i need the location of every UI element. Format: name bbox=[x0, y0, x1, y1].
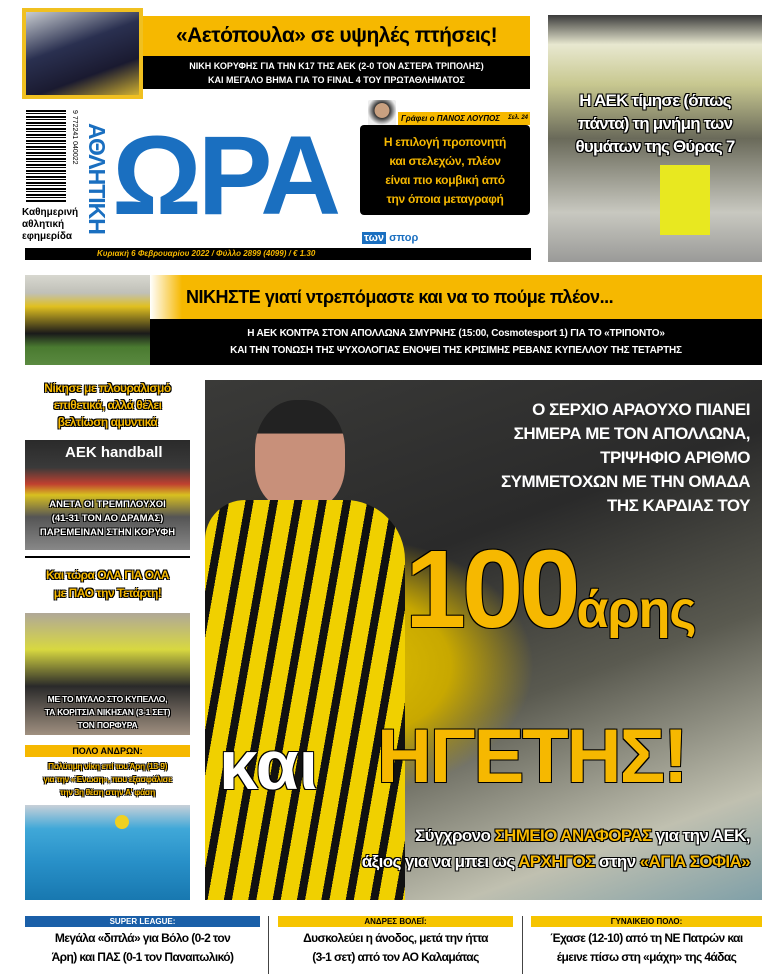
wreath-ribbon bbox=[660, 165, 710, 235]
deck-text: για την ΑΕΚ, bbox=[651, 826, 750, 845]
bottom-label: ΑΝΔΡΕΣ ΒΟΛΕΪ: bbox=[278, 916, 513, 927]
volley-photo bbox=[25, 613, 190, 735]
bottom-item-super-league bbox=[25, 916, 260, 967]
barcode-number: 9 772241 040022 bbox=[71, 110, 78, 165]
big-number: 100 bbox=[405, 528, 577, 651]
banner-sub bbox=[150, 319, 762, 365]
volley-title bbox=[25, 566, 190, 602]
column-line: Η επιλογή προπονητή bbox=[383, 135, 507, 149]
handball-photo bbox=[25, 440, 190, 550]
tagline-line: αθλητική bbox=[22, 219, 65, 230]
main-deck bbox=[362, 823, 750, 875]
main-intro bbox=[501, 398, 750, 518]
bottom-line: Έχασε (12-10) από τη ΝΕ Πατρών και bbox=[550, 931, 743, 945]
bottom-label: ΓΥΝΑΙΚΕΙΟ ΠΟΛΟ: bbox=[531, 916, 762, 927]
big-suffix: άρης bbox=[576, 581, 696, 639]
logo-suffix-1: των bbox=[364, 232, 385, 244]
banner-headline-rest: γιατί ντρεπόμαστε και να το πούμε πλέον... bbox=[260, 287, 614, 307]
column-teaser bbox=[360, 125, 530, 215]
bottom-text bbox=[531, 927, 762, 967]
barcode bbox=[26, 110, 66, 202]
deck-highlight: ΣΗΜΕΙΟ ΑΝΑΦΟΡΑΣ bbox=[494, 826, 652, 845]
logo-suffix bbox=[362, 232, 418, 244]
caption-line: (41-31 ΤΟΝ ΑΟ ΔΡΑΜΑΣ) bbox=[51, 513, 164, 524]
column-line: και στελεχών, πλέον bbox=[389, 154, 501, 168]
bottom-text bbox=[25, 927, 260, 967]
bottom-line: Άρη) και ΠΑΣ (0-1 τον Παναιτωλικό) bbox=[51, 950, 234, 964]
bottom-item-women-polo bbox=[531, 916, 762, 967]
dateline: Κυριακή 6 Φεβρουαρίου 2022 / Φύλλο 2899 (4099) / € 1.30 bbox=[25, 248, 531, 260]
title-line: βελτίωση αμυντικά bbox=[57, 415, 158, 429]
deck-text: Σύγχρονο bbox=[415, 826, 495, 845]
intro-line: ΣΗΜΕΡΑ ΜΕ ΤΟΝ ΑΠΟΛΛΩΝΑ, bbox=[513, 424, 750, 443]
tagline bbox=[22, 207, 78, 243]
deck-line-1 bbox=[362, 823, 750, 849]
main-photo bbox=[205, 380, 762, 900]
water-polo-photo bbox=[25, 805, 190, 900]
volley-caption bbox=[25, 693, 190, 732]
deck-text: στην bbox=[594, 852, 640, 871]
bottom-text bbox=[278, 927, 513, 967]
memorial-caption bbox=[548, 89, 762, 158]
caption-line: πάντα) τη μνήμη των bbox=[577, 114, 733, 133]
title-line: την 3η θέση στην Α' φάση bbox=[60, 787, 155, 797]
tagline-line: Καθημερινή bbox=[22, 207, 79, 218]
column-line: είναι πιο κομβική από bbox=[385, 173, 505, 187]
intro-line: ΤΗΣ ΚΑΡΔΙΑΣ ΤΟΥ bbox=[606, 496, 750, 515]
bottom-line: έμεινε πίσω στη «μάχη» της 4άδας bbox=[556, 950, 737, 964]
column-divider bbox=[268, 916, 269, 974]
bottom-item-volley bbox=[278, 916, 513, 967]
caption-line: ΤΑ ΚΟΡΙΤΣΙΑ ΝΙΚΗΣΑΝ (3-1 ΣΕΤ) bbox=[44, 707, 171, 717]
team-huddle-photo bbox=[25, 275, 150, 365]
title-line: με ΠΑΟ την Τετάρτη! bbox=[53, 586, 162, 600]
column-line: την όποια μεταγραφή bbox=[386, 192, 504, 206]
youth-team-photo bbox=[22, 8, 143, 99]
caption-line: Η ΑΕΚ τίμησε (όπως bbox=[579, 91, 731, 110]
title-line: Νίκησε με πλουραλισμό bbox=[44, 381, 171, 395]
banner-subline: ΚΑΙ ΤΗΝ ΤΟΝΩΣΗ ΤΗΣ ΨΥΧΟΛΟΓΙΑΣ ΕΝΟΨΕΙ ΤΗΣ ΚΡΙΣΙΜΗΣ ΡΕΒΑΝΣ ΚΥΠΕΛΛΟΥ ΤΗΣ ΤΕΤΑΡΤΗΣ bbox=[230, 345, 682, 356]
caption-line: ΠΑΡΕΜΕΙΝΑΝ ΣΤΗΝ ΚΟΡΥΦΗ bbox=[39, 527, 176, 538]
title-line: για την «Ένωση», που εξασφάλισε bbox=[43, 774, 172, 784]
caption-line: ΤΟΝ ΠΟΡΦΥΡΑ bbox=[77, 720, 138, 730]
subline: ΚΑΙ ΜΕΓΑΛΟ ΒΗΜΑ ΓΙΑ ΤΟ FINAL 4 ΤΟΥ ΠΡΩΤΑΘΛΗΜΑΤΟΣ bbox=[208, 75, 465, 85]
caption-line: ΑΝΕΤΑ ΟΙ ΤΡΕΜΠΛΟΥΧΟΙ bbox=[49, 499, 166, 510]
handball-caption bbox=[25, 498, 190, 540]
memorial-photo bbox=[548, 15, 762, 262]
banner-headline-strong: ΝΙΚΗΣΤΕ bbox=[186, 287, 261, 307]
title-line: επιθετικά, αλλά θέλει bbox=[53, 398, 162, 412]
main-headline-leader: ΗΓΕΤΗΣ! bbox=[377, 714, 687, 799]
handball-title bbox=[25, 380, 190, 431]
bottom-line: Δυσκολεύει η άνοδος, μετά την ήττα bbox=[303, 931, 488, 945]
player-head bbox=[255, 400, 345, 510]
bottom-label: SUPER LEAGUE: bbox=[25, 916, 260, 927]
deck-highlight: «ΑΓΙΑ ΣΟΦΙΑ» bbox=[639, 852, 750, 871]
column-page-ref[interactable]: Σελ. 24 bbox=[508, 115, 528, 121]
caption-line: ΜΕ ΤΟ ΜΥΑΛΟ ΣΤΟ ΚΥΠΕΛΛΟ, bbox=[47, 694, 168, 704]
intro-line: Ο ΣΕΡΧΙΟ ΑΡΑΟΥΧΟ ΠΙΑΝΕΙ bbox=[532, 400, 750, 419]
main-headline-kai: και bbox=[219, 726, 319, 804]
polo-label: ΠΟΛΟ ΑΝΔΡΩΝ: bbox=[25, 745, 190, 757]
bottom-line: (3-1 σετ) από τον ΑΟ Καλαμάτας bbox=[312, 950, 479, 964]
handball-photo-text: AEK handball bbox=[65, 444, 163, 461]
intro-line: ΤΡΙΨΗΦΙΟ ΑΡΙΘΜΟ bbox=[600, 448, 750, 467]
main-headline-number bbox=[405, 530, 695, 670]
banner-headline bbox=[150, 275, 762, 319]
polo-title bbox=[25, 760, 190, 799]
caption-line: θυμάτων της Θύρας 7 bbox=[575, 137, 735, 156]
top-story-subheadline bbox=[143, 56, 530, 89]
title-line: Και τώρα ΟΛΑ ΓΙΑ ΟΛΑ bbox=[46, 568, 169, 582]
column-byline: Γράφει ο ΠΑΝΟΣ ΛΟΥΠΟΣ bbox=[401, 114, 500, 123]
tagline-line: εφημερίδα bbox=[22, 231, 73, 242]
bottom-line: Μεγάλα «διπλά» για Βόλο (0-2 τον bbox=[54, 931, 231, 945]
column-divider bbox=[522, 916, 523, 974]
deck-text: άξιος για να μπει ως bbox=[361, 852, 519, 871]
masthead-logo: ΩΡΑ bbox=[112, 113, 338, 238]
banner-subline: Η ΑΕΚ ΚΟΝΤΡΑ ΣΤΟΝ ΑΠΟΛΛΩΝΑ ΣΜΥΡΝΗΣ (15:00, Cosmotesport 1) ΓΙΑ ΤΟ «ΤΡΙΠΟΝΤΟ» bbox=[247, 328, 665, 339]
ball bbox=[115, 815, 129, 829]
intro-line: ΣΥΜΜΕΤΟΧΩΝ ΜΕ ΤΗΝ ΟΜΑΔΑ bbox=[500, 472, 750, 491]
top-story-headline: «Αετόπουλα» σε υψηλές πτήσεις! bbox=[143, 16, 530, 56]
masthead-side-title: ΑΘΛΗΤΙΚΗ bbox=[84, 122, 110, 234]
column-byline-bar bbox=[398, 112, 530, 125]
deck-line-2 bbox=[362, 849, 750, 875]
title-line: Πολύτιμη νίκη επί του Άρη (13-9) bbox=[48, 761, 167, 771]
subline: ΝΙΚΗ ΚΟΡΥΦΗΣ ΓΙΑ ΤΗΝ Κ17 ΤΗΣ ΑΕΚ (2-0 ΤΟΝ ΑΣΤΕΡΑ ΤΡΙΠΟΛΗΣ) bbox=[189, 61, 484, 71]
deck-highlight: ΑΡΧΗΓΟΣ bbox=[518, 852, 595, 871]
divider bbox=[25, 556, 190, 558]
logo-suffix-2: σπορ bbox=[389, 232, 419, 244]
